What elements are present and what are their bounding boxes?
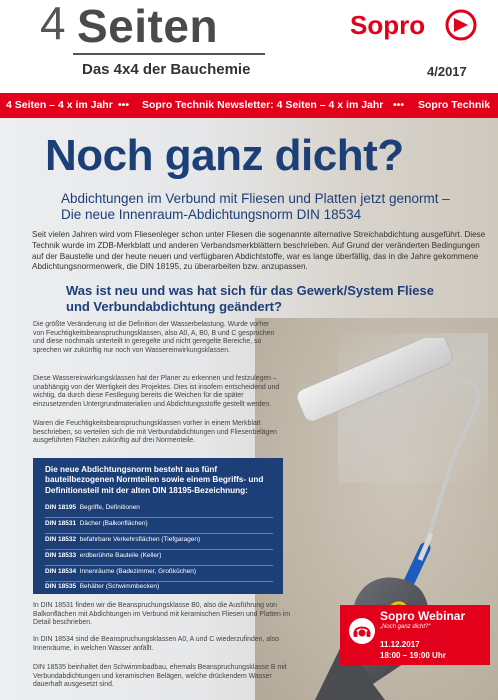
webinar-time: 18:00 – 19:00 Uhr <box>380 651 446 660</box>
norm-divider <box>45 565 273 566</box>
headset-icon <box>348 617 376 645</box>
headline: Noch ganz dicht? <box>45 131 404 180</box>
norm-code: DIN 18535 <box>45 583 77 590</box>
norm-divider <box>45 533 273 534</box>
banner-dots: ••• <box>118 99 130 111</box>
webinar-badge[interactable] <box>340 605 490 665</box>
norm-divider <box>45 549 273 550</box>
norm-code: DIN 18195 <box>45 504 77 511</box>
section-heading <box>66 283 466 314</box>
norm-item <box>45 568 196 575</box>
body-paragraph: In DIN 18531 finden wir die Beanspruchungsklasse B0, also die Ausführung von Balkonflächen mit Abdichtungen im Verbund mit keramischen Fliesen und Platten im Detail beschrieben. <box>33 602 291 627</box>
subheadline <box>61 191 498 223</box>
norm-text: Behälter (Schwimmbecken) <box>79 583 160 590</box>
norm-divider <box>45 517 273 518</box>
logo-underline <box>73 53 265 55</box>
banner-strip <box>0 93 498 118</box>
banner-item: Sopro Technik Newsletter: 4 Seiten – 4 x im Jahr <box>142 99 384 111</box>
norm-item <box>45 583 159 590</box>
body-paragraph: Die größte Veränderung ist die Definition der Wasserbelastung. Wurde vorher von Feuchtigkeitsbeanspruchungsklassen, also A0, A, B0, B und C gesprochen und diese nochmals unterteilt in geregelte und nicht geregelte Bereiche, so sprechen wir zukünftig nur noch von Wassereinwirkungsklassen. <box>33 321 275 354</box>
banner-item: Sopro Technik <box>418 99 491 111</box>
section-heading-line-2: und Verbundabdichtung geändert? <box>66 298 282 314</box>
norm-divider <box>45 581 273 582</box>
logo-word: Seiten <box>77 0 219 52</box>
norm-text: befahrbare Verkehrsflächen (Tiefgaragen) <box>79 536 201 543</box>
norm-item <box>45 520 148 527</box>
banner-dots: ••• <box>393 99 405 111</box>
sopro-logo: Sopro <box>350 10 426 40</box>
subheadline-line-2: Die neue Innenraum-Abdichtungsnorm DIN 18534 <box>61 207 362 222</box>
norm-code: DIN 18533 <box>45 552 77 559</box>
section-heading-line-1: Was ist neu und was hat sich für das Gewerk/System Fliese <box>66 283 434 298</box>
norm-code: DIN 18532 <box>45 536 77 543</box>
logo-subtitle: Das 4x4 der Bauchemie <box>82 61 251 78</box>
norm-overview-box <box>33 458 283 594</box>
body-paragraph: In DIN 18534 sind die Beanspruchungsklassen A0, A und C wiederzufinden, also Innenräume, in welchen Wasser anfällt. <box>33 636 279 652</box>
norm-text: Dächer (Balkonflächen) <box>79 520 148 527</box>
norm-code: DIN 18531 <box>45 520 77 527</box>
issue-number: 4/2017 <box>427 64 467 79</box>
banner-item: 4 Seiten – 4 x im Jahr <box>6 99 113 111</box>
webinar-subtitle: „Noch ganz dicht?“ <box>380 624 431 630</box>
subheadline-line-1: Abdichtungen im Verbund mit Fliesen und Platten jetzt genormt – <box>61 191 450 206</box>
body-paragraph: DIN 18535 beinhaltet den Schwimmbadbau, ehemals Beanspruchungsklasse B mit Verbundabdichtungen und keramischen Belägen, welche drückendem Wasser dauerhaft ausgesetzt sind. <box>33 664 287 689</box>
norm-item <box>45 504 140 511</box>
norm-box-heading: Die neue Abdichtungsnorm besteht aus fünf bauteilbezogenen Normteilen sowie einem Begriffs- und Definitionsteil mit der alten DIN 18195-Bezeichnung: <box>45 465 264 495</box>
webinar-title: Sopro Webinar <box>380 609 466 623</box>
norm-item <box>45 536 200 543</box>
norm-code: DIN 18534 <box>45 568 77 575</box>
masthead <box>0 0 498 93</box>
norm-item <box>45 552 161 559</box>
logo-number: 4 <box>40 0 66 49</box>
sopro-swoosh-icon <box>444 8 478 42</box>
body-paragraph: Diese Wassereinwirkungsklassen hat der Planer zu erkennen und festzulegen – unabhängig von der Wertigkeit des Projektes. Dies ist insofern entscheidend und wichtig, da durch diese Festlegung bereits die Weichen für die später einzusetzenden Untergrundmaterialien und Abdichtungsstoffe gestellt werden. <box>33 375 280 408</box>
norm-text: Begriffe, Definitionen <box>79 504 140 511</box>
webinar-date: 11.12.2017 <box>380 640 420 649</box>
intro-paragraph: Seit vielen Jahren wird vom Fliesenleger schon unter Fliesen die sogenannte alternative Streichabdichtung ausgeführt. Diese Technik wurde im ZDB-Merkblatt und anderen Verbandsmerkblättern beschrieben. Auf Grund der veränderten Bedingungen auf der Baustelle und der heute neuen und verfügbaren Abdichtstoffe, war es lange überfällig, das in die Jahre gekommene Abdichtungsnormenwerk, die DIN 18195, zu überarbeiten bzw. anzupassen. <box>32 230 486 272</box>
norm-text: Innenräume (Badezimmer, Großküchen) <box>79 568 197 575</box>
norm-text: erdberührte Bauteile (Keller) <box>79 552 162 559</box>
body-paragraph: Waren die Feuchtigkeitsbeanspruchungsklassen vorher in einem Merkblatt beschrieben, so verteilen sich die mit Verbundabdichtungen und Fliesenbelägen ausgeführten Flächen zukünftig auf drei Normenteile. <box>33 420 278 445</box>
